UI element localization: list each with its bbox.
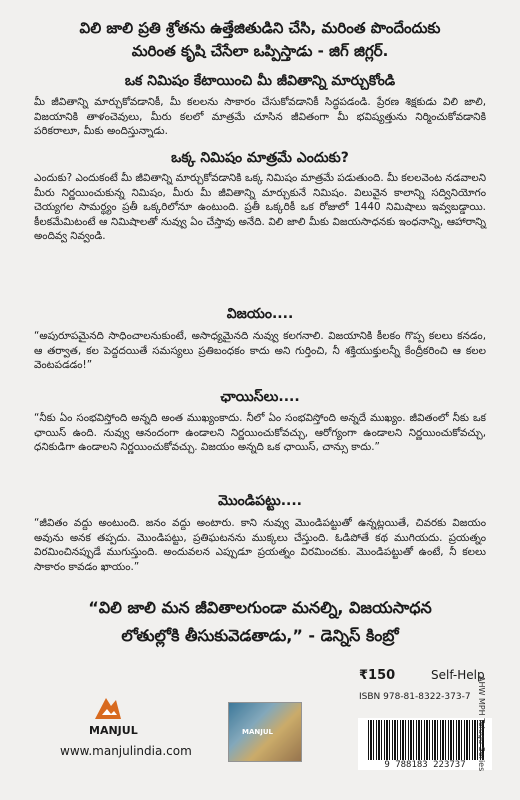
series-label: AHW MPH Telugu Series [477, 676, 486, 772]
barcode-number: 9 788183 223737 [384, 760, 466, 770]
barcode [358, 718, 492, 770]
website-url: www.manjulindia.com [60, 744, 192, 758]
main-heading: ఒక నిమిషం కేటాయించి మీ జీవితాన్ని మార్చుకోండి [124, 73, 396, 89]
closing-quote-line-2: లోతుల్లోకి తీసుకువెడతాడు,” - డెన్నిస్ కింబ్రో [121, 626, 399, 645]
publisher-name: MANJUL [89, 724, 138, 737]
hologram-text: MANJUL [242, 728, 273, 736]
section-heading-one-minute: ఒక్క నిమిషం మాత్రమే ఎందుకు? [171, 150, 349, 166]
persistence-paragraph: “జీవితం వద్దు అంటుంది. జనం వద్దు అంటారు. కాని నువ్వు మొండిపట్టుతో ఉన్నట్లయితే, చివరకు విజయం అవును అనక తప్పదు. మొండిపట్టు, ప్రతిఘటనను ముక్కలు చేస్తుంది. ఓడిపోతే కథ ముగియదు. ప్రయత్నం విరమించినప్పుడే ముగుస్తుంది. అందువలన ఎప్పుడూ ప్రయత్నం విరమించకు. మొండిపట్టుతో ఉంటే, నీ కలలు సాకారం కావడం ఖాయం.” [34, 517, 486, 573]
section-heading-success: విజయం.... [226, 306, 294, 322]
publisher-logo-icon [93, 694, 123, 722]
success-paragraph: “అపురూపమైనది సాధించాలనుకుంటే, అసాధ్యమైనది నువ్వు కలగనాలి. విజయానికి కీలకం గొప్ప కలలు కనడం, ఆ తర్వాత, కల పెద్దదయితే సమస్యలు ప్రతిబంధకం కాదు అని గుర్తించి, నీ శక్తియుక్తులన్నీ కేంద్రీకరించి ఆ కలల వెంటపడడం!” [34, 330, 486, 372]
closing-quote-line-1: “విలి జాలి మన జీవితాలగుండా మనల్ని, విజయసాధన [88, 598, 432, 617]
publisher-logo [93, 694, 123, 722]
category-label: Self-Help [431, 668, 485, 682]
barcode-bars [368, 720, 484, 760]
one-minute-paragraph: ఎందుకు? ఎందుకంటే మీ జీవితాన్ని మార్చుకోవడానికి ఒక్క నిమిషం మాత్రమే పడుతుంది. మీ కలలవెంట నడవాలని మీరు నిర్ణయించుకున్న నిమిషం, మీరు మీ జీవితాన్ని మార్చుకునే నిమిషం. విలువైన కాలాన్ని సద్వినియోగం చెయ్యగల సామర్థ్యం ప్రతీ ఒక్కరిలోనూ ఉంటుంది. ప్రతీ ఒక్కరికీ ఒక రోజులో 1440 నిమిషాలు ఇవ్వబడ్డాయి. కీలకమేమిటంటే ఆ నిమిషాలతో నువ్వు ఏం చేస్తావు అనేది. విలి జాలి మీకు విజయసాధనకు ఇంధనాన్ని, ఆహారాన్ని అందివ్వ నివ్వండి. [34, 172, 486, 243]
opening-endorsement-line-1: విలి జాలి ప్రతి శ్రోతను ఉత్తేజితుడిని చేసి, మరింత పొందేందుకు [79, 19, 441, 37]
price: ₹150 [359, 668, 396, 683]
section-heading-persistence: మొండిపట్టు.... [218, 493, 302, 509]
isbn-label: ISBN 978-81-8322-373-7 [359, 692, 471, 702]
section-heading-choices: ఛాయిస్‌లు.... [220, 389, 300, 405]
intro-paragraph: మీ జీవితాన్ని మార్చుకోవడానికీ, మీ కలలను సాకారం చేసుకోవడానికీ సిద్ధపడండి. ప్రేరణ శిక్షకుడు విలి జాలి, విజయానికి తాళంచెవులు, మీరు కలలో మాత్రమే చూసిన జీవితంగా మీ భవిష్యత్తును నిర్మించుకోవడానికి పరికరాలూ, మీకు అందిస్తున్నాడు. [34, 96, 486, 138]
opening-endorsement-line-2: మరింత కృషి చేసేలా ఒప్పిస్తాడు - జిగ్ జిగ్లర్. [131, 42, 389, 60]
choices-paragraph: “నీకు ఏం సంభవిస్తోంది అన్నది అంత ముఖ్యంకాదు. నీలో ఏం సంభవిస్తోంది అన్నదే ముఖ్యం. జీవితంలో నీకు ఒక ఛాయిస్ ఉంది. నువ్వు ఆనందంగా ఉండాలని నిర్ణయించుకోవచ్చు, ఆరోగ్యంగా ఉండాలని నిర్ణయించుకోవచ్చు, ధనికుడిగా ఉండాలని నిర్ణయించుకోవచ్చు. విజయం అన్నది ఒక ఛాయిస్, చాన్సు కాదు.” [34, 412, 486, 454]
